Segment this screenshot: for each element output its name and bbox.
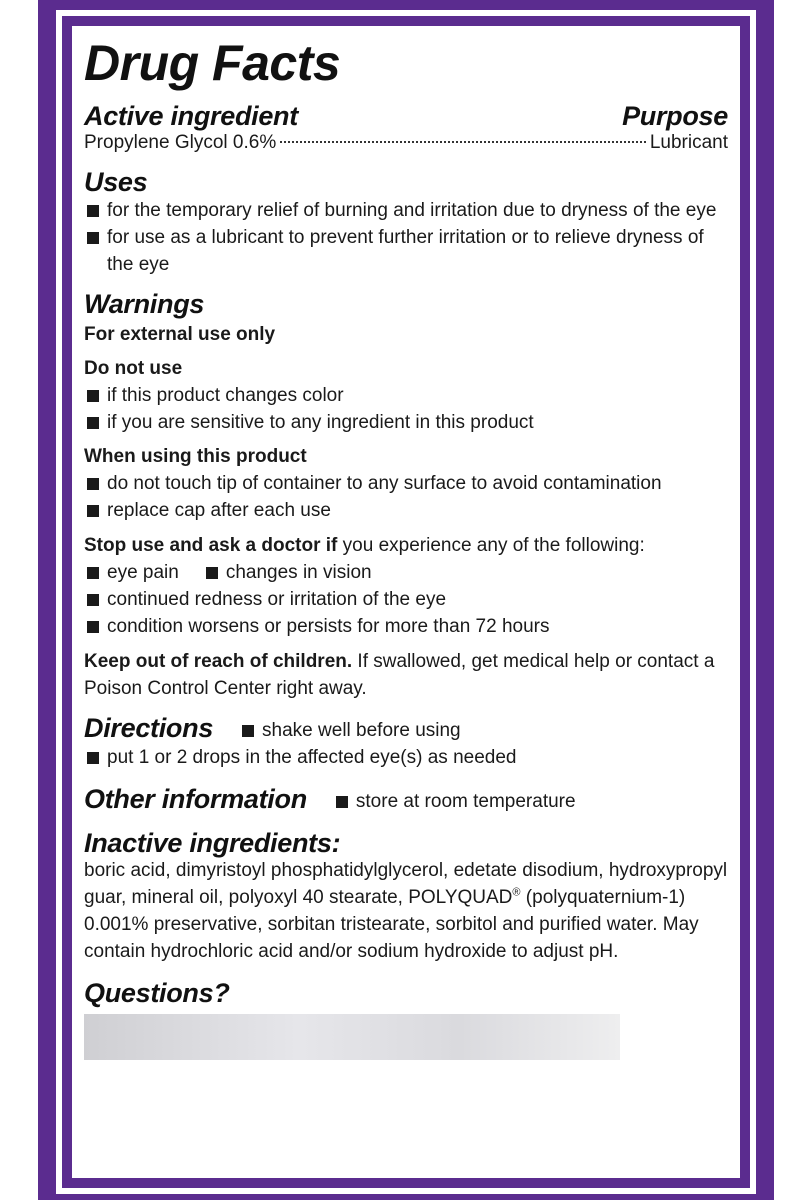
questions-section <box>84 979 728 1059</box>
bullet-square-icon <box>87 417 99 429</box>
do-not-use-heading: Do not use <box>84 358 183 380</box>
drug-facts-panel <box>72 26 740 1178</box>
bullet-square-icon <box>87 505 99 517</box>
list-item: if you are sensitive to any ingredient in this product <box>84 409 728 436</box>
list-item: continued redness or irritation of the eye <box>84 586 728 613</box>
list-item: eye pain <box>84 559 179 586</box>
bullet-square-icon <box>336 796 348 808</box>
bullet-square-icon <box>87 594 99 606</box>
bullet-square-icon <box>87 752 99 764</box>
bullet-square-icon <box>87 232 99 244</box>
bullet-square-icon <box>87 205 99 217</box>
warnings-section <box>84 290 728 702</box>
list-item: replace cap after each use <box>84 497 728 524</box>
bullet-square-icon <box>87 621 99 633</box>
bullet-square-icon <box>87 478 99 490</box>
bullet-square-icon <box>87 567 99 579</box>
stop-use-intro: Stop use and ask a doctor if you experience any of the following: <box>84 535 645 557</box>
uses-section <box>84 168 728 277</box>
when-using-heading: When using this product <box>84 446 307 468</box>
inner-border <box>62 16 750 1188</box>
stop-use-inline-list <box>84 559 728 586</box>
registered-mark: ® <box>512 887 521 900</box>
other-info-section <box>84 785 728 815</box>
directions-section <box>84 714 728 771</box>
list-item: if this product changes color <box>84 382 728 409</box>
bullet-square-icon <box>87 390 99 402</box>
inactive-text: boric acid, dimyristoyl phosphatidylglycerol, edetate disodium, hydroxypropyl guar, mineral oil, polyoxyl 40 stearate, POLYQUAD® (polyquaternium-1) 0.001% preservative, sorbitan tristearate, sorbitol and purified water. May contain hydrochloric acid and/or sodium hydroxide to adjust pH. <box>84 860 728 963</box>
bullet-square-icon <box>242 725 254 737</box>
list-item: store at room temperature <box>333 788 576 815</box>
bullet-square-icon <box>206 567 218 579</box>
list-item: for use as a lubricant to prevent further irritation or to relieve dryness of the eye <box>84 224 728 278</box>
uses-heading: Uses <box>84 167 148 198</box>
list-item: put 1 or 2 drops in the affected eye(s) as needed <box>84 744 728 771</box>
keep-out-text: Keep out of reach of children. If swallowed, get medical help or contact a Poison Control Center right away. <box>84 651 715 700</box>
ingredient-name: Propylene Glycol 0.6% <box>84 132 277 154</box>
warnings-heading: Warnings <box>84 288 205 319</box>
inactive-section <box>84 829 728 965</box>
stop-use-block <box>84 532 728 640</box>
external-use-label: For external use only <box>84 324 276 346</box>
ingredient-purpose: Lubricant <box>649 132 728 154</box>
questions-heading: Questions? <box>84 978 230 1009</box>
page-title: Drug Facts <box>84 35 341 91</box>
dotted-leader <box>280 141 646 143</box>
list-item: shake well before using <box>239 717 461 744</box>
directions-header <box>84 714 728 744</box>
redacted-contact-bar <box>84 1014 620 1060</box>
directions-heading: Directions <box>84 713 214 744</box>
list-item: changes in vision <box>203 559 372 586</box>
active-ingredient-header <box>84 102 728 130</box>
do-not-use-block <box>84 356 728 436</box>
active-ingredient-heading: Active ingredient <box>84 101 298 131</box>
active-ingredient-row <box>84 130 728 156</box>
list-item: condition worsens or persists for more than 72 hours <box>84 613 728 640</box>
list-item: for the temporary relief of burning and irritation due to dryness of the eye <box>84 197 728 224</box>
outer-border <box>38 0 774 1200</box>
inactive-heading: Inactive ingredients: <box>84 828 341 859</box>
other-info-heading: Other information <box>84 784 307 815</box>
when-using-block <box>84 444 728 524</box>
other-info-header <box>84 785 728 815</box>
white-gap <box>56 10 756 1194</box>
purpose-heading: Purpose <box>622 101 728 131</box>
list-item: do not touch tip of container to any surface to avoid contamination <box>84 470 728 497</box>
keep-out-block <box>84 648 728 702</box>
